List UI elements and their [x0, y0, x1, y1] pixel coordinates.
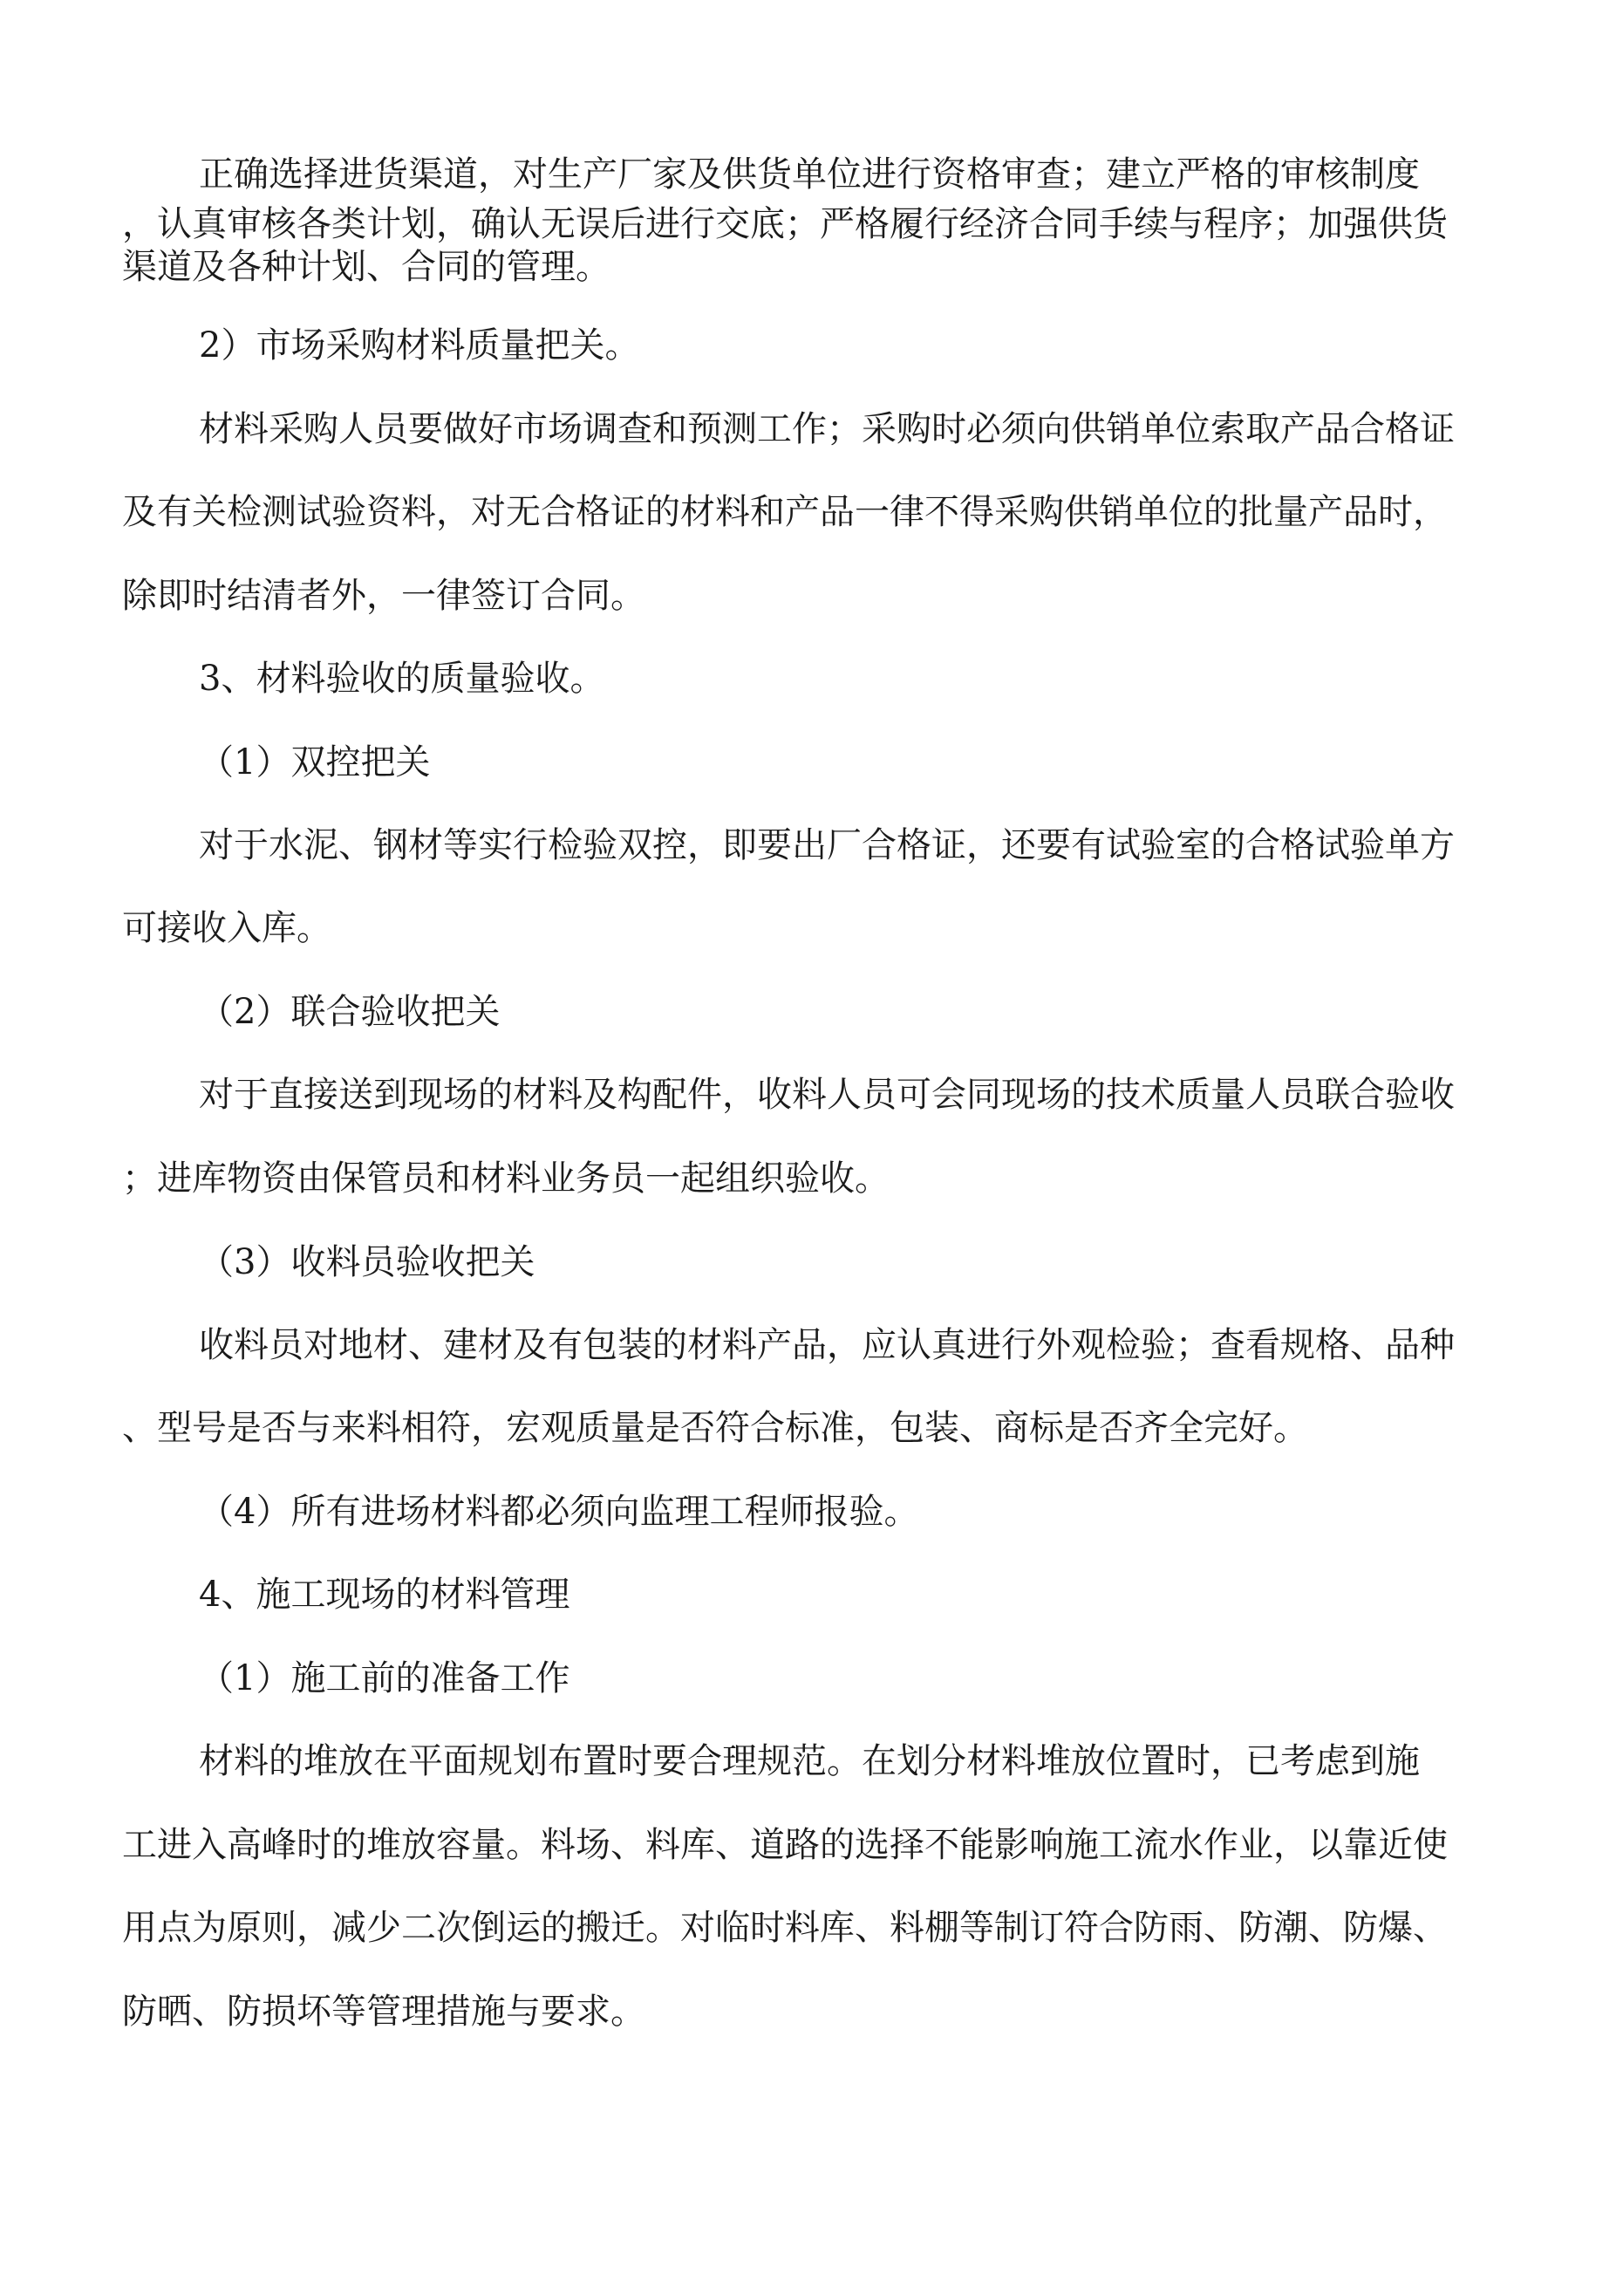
section-heading: 4、施工现场的材料管理	[199, 1575, 570, 1615]
paragraph-line: 正确选择进货渠道，对生产厂家及供货单位进行资格审查；建立严格的审核制度	[199, 154, 1420, 195]
paragraph-line: 用点为原则，减少二次倒运的搬迁。对临时料库、料棚等制订符合防雨、防潮、防爆、	[122, 1908, 1448, 1948]
paragraph-line: 材料采购人员要做好市场调查和预测工作；采购时必须向供销单位索取产品合格证	[199, 409, 1455, 449]
paragraph-line: 材料的堆放在平面规划布置时要合理规范。在划分材料堆放位置时，已考虑到施	[199, 1741, 1420, 1781]
paragraph-line: 收料员对地材、建材及有包装的材料产品，应认真进行外观检验；查看规格、品种	[199, 1325, 1455, 1365]
section-heading: 3、材料验收的质量验收。	[199, 659, 605, 699]
section-heading: （1）施工前的准备工作	[199, 1658, 570, 1698]
paragraph-line: 除即时结清者外，一律签订合同。	[122, 576, 645, 616]
paragraph-line: 工进入高峰时的堆放容量。料场、料库、道路的选择不能影响施工流水作业，以靠近使	[122, 1825, 1448, 1865]
paragraph-line: ，认真审核各类计划，确认无误后进行交底；严格履行经济合同手续与程序；加强供货	[122, 204, 1448, 244]
paragraph-line: 及有关检测试验资料，对无合格证的材料和产品一律不得采购供销单位的批量产品时，	[122, 492, 1448, 532]
section-heading: （1）双控把关	[199, 742, 431, 782]
paragraph-line: 渠道及各种计划、合同的管理。	[122, 247, 610, 287]
section-heading: （4）所有进场材料都必须向监理工程师报验。	[199, 1492, 919, 1532]
section-heading: 2）市场采购材料质量把关。	[199, 325, 640, 366]
section-heading: （3）收料员验收把关	[199, 1242, 535, 1282]
paragraph-line: 防晒、防损坏等管理措施与要求。	[122, 1992, 645, 2032]
section-heading: （2）联合验收把关	[199, 992, 501, 1032]
paragraph-line: ；进库物资由保管员和材料业务员一起组织验收。	[122, 1158, 890, 1199]
paragraph-line: 对于水泥、钢材等实行检验双控，即要出厂合格证，还要有试验室的合格试验单方	[199, 825, 1455, 865]
paragraph-line: 可接收入库。	[122, 908, 331, 948]
paragraph-line: 对于直接送到现场的材料及构配件，收料人员可会同现场的技术质量人员联合验收	[199, 1075, 1455, 1115]
paragraph-line: 、型号是否与来料相符，宏观质量是否符合标准，包装、商标是否齐全完好。	[122, 1408, 1308, 1448]
